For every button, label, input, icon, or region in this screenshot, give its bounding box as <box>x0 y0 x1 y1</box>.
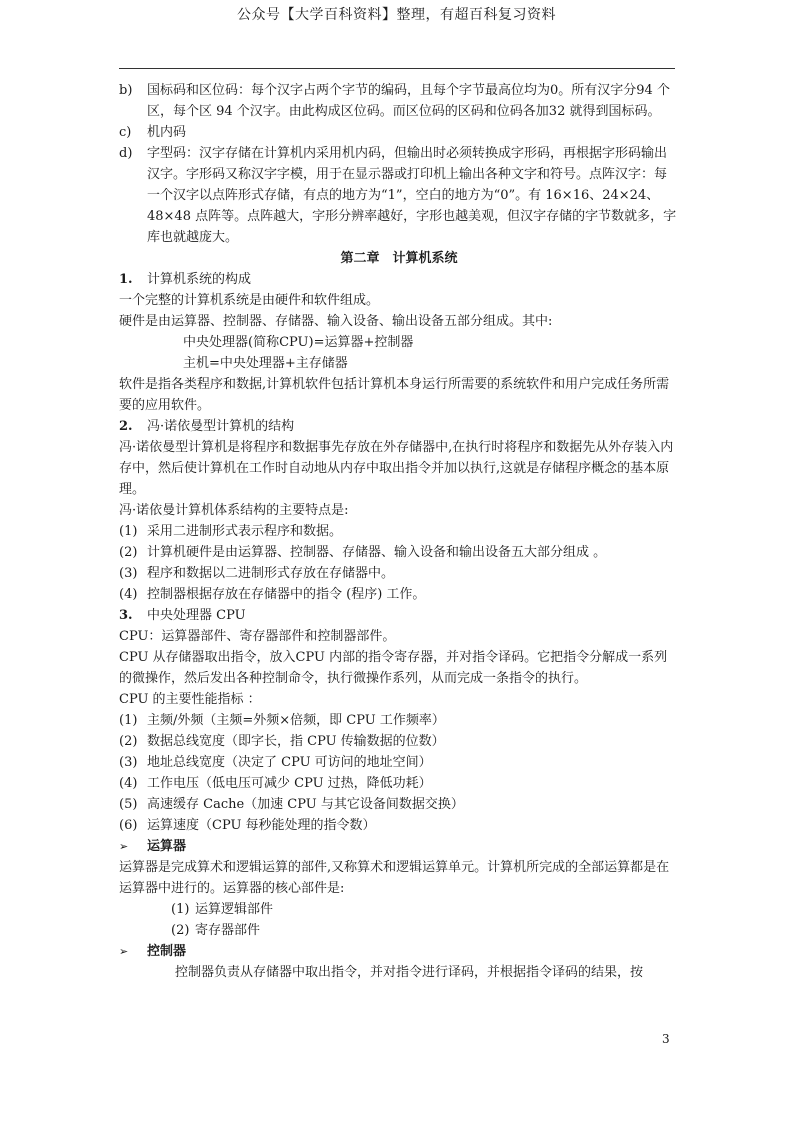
section-title: 冯·诺依曼型计算机的结构 <box>147 419 295 434</box>
paragraph: CPU 的主要性能指标 ： <box>119 692 261 707</box>
paragraph: 硬件是由运算器、控制器、存储器、输入设备、输出设备五部分组成。其中: <box>119 314 553 329</box>
list-marker: (5) <box>119 797 138 812</box>
page-number: 3 <box>662 1032 670 1046</box>
list-marker: (4) <box>119 776 138 791</box>
list-item <box>119 815 679 836</box>
paragraph: 冯·诺依曼计算机体系结构的主要特点是: <box>119 503 349 518</box>
formula: 中央处理器(简称CPU)=运算器+控制器 <box>183 335 414 350</box>
list-marker: c) <box>119 125 132 140</box>
list-text: 采用二进制形式表示程序和数据。 <box>147 524 343 539</box>
list-text: 程序和数据以二进制形式存放在存储器中。 <box>147 566 395 581</box>
list-marker: (4) <box>119 587 138 602</box>
list-marker: (3) <box>119 755 138 770</box>
section-number: 1. <box>119 272 133 287</box>
arrow-bullet-icon: ➢ <box>119 945 129 958</box>
list-text: 控制器根据存放在存储器中的指令 (程序) 工作。 <box>147 587 426 602</box>
document-body <box>119 80 679 983</box>
list-text: 寄存器部件 <box>195 923 261 938</box>
section-heading-1 <box>119 269 679 290</box>
list-item <box>119 794 679 815</box>
list-item <box>119 563 679 584</box>
list-text: 运算速度（CPU 每秒能处理的指令数） <box>147 818 376 833</box>
list-text: 计算机硬件是由运算器、控制器、存储器、输入设备和输出设备五大部分组成 。 <box>147 545 607 560</box>
list-text: 工作电压（低电压可减少 CPU 过热，降低功耗） <box>147 776 432 791</box>
chapter-title: 第二章 计算机系统 <box>340 251 458 266</box>
list-text: 国标码和区位码：每个汉字占两个字节的编码，且每个字节最高位均为0。所有汉字分94 个区，每个区 94 个汉字。由此构成区位码。而区位码的区码和位码各加32 就得到国标码。 <box>147 83 670 119</box>
list-item-b <box>119 80 679 122</box>
list-item <box>119 752 679 773</box>
list-item <box>119 773 679 794</box>
list-marker: (1) <box>119 713 138 728</box>
paragraph: 一个完整的计算机系统是由硬件和软件组成。 <box>119 293 380 308</box>
list-item <box>119 584 679 605</box>
list-marker: b) <box>119 83 133 98</box>
list-item-d <box>119 143 679 248</box>
section-title: 中央处理器 CPU <box>147 608 246 623</box>
section-number: 3. <box>119 608 133 623</box>
paragraph: CPU 从存储器取出指令，放入CPU 内部的指令寄存器，并对指令译码。它把指令分解成一系列的微操作，然后发出各种控制命令，执行微操作系列，从而完成一条指令的执行。 <box>119 650 668 686</box>
paragraph: 控制器负责从存储器中取出指令，并对指令进行译码，并根据指令译码的结果，按 <box>175 965 644 980</box>
paragraph: 冯·诺依曼型计算机是将程序和数据事先存放在外存储器中,在执行时将程序和数据先从外存装入内存中，然后使计算机在工作时自动地从内存中取出指令并加以执行,这就是存储程序概念的基本原理。 <box>119 440 674 497</box>
list-text: 主频/外频（主频=外频×倍频，即 CPU 工作频率） <box>147 713 445 728</box>
list-text: 数据总线宽度（即字长，指 CPU 传输数据的位数） <box>147 734 445 749</box>
paragraph: 运算器是完成算术和逻辑运算的部件,又称算术和逻辑运算单元。计算机所完成的全部运算都是在运算器中进行的。运算器的核心部件是: <box>119 860 670 896</box>
list-text: 运算逻辑部件 <box>195 902 274 917</box>
subheading-title: 控制器 <box>147 944 187 959</box>
section-title: 计算机系统的构成 <box>147 272 252 287</box>
subheading-alu <box>119 836 679 857</box>
section-number: 2. <box>119 419 133 434</box>
subheading-title: 运算器 <box>147 839 187 854</box>
list-item <box>119 710 679 731</box>
list-marker: (6) <box>119 818 138 833</box>
section-heading-2 <box>119 416 679 437</box>
list-marker: (1) <box>171 902 190 917</box>
paragraph: 软件是指各类程序和数据,计算机软件包括计算机本身运行所需要的系统软件和用户完成任务所需要的应用软件。 <box>119 377 670 413</box>
paragraph: CPU：运算器部件、寄存器部件和控制器部件。 <box>119 629 396 644</box>
list-item <box>119 542 679 563</box>
list-text: 机内码 <box>147 125 187 140</box>
subheading-cu <box>119 941 679 962</box>
list-text: 高速缓存 Cache（加速 CPU 与其它设备间数据交换） <box>147 797 464 812</box>
formula: 主机=中央处理器+主存储器 <box>183 356 348 371</box>
list-marker: (2) <box>119 734 138 749</box>
section-heading-3 <box>119 605 679 626</box>
list-text: 字型码：汉字存储在计算机内采用机内码，但输出时必须转换成字形码，再根据字形码输出汉字。字形码又称汉字字模，用于在显示器或打印机上输出各种文字和符号。点阵汉字：每一个汉字以点阵形式存储，有点的地方为“1”，空白的地方为“0”。有 16×16、24×24、48×48 点阵等。点阵越大，字形分辨率越好，字形也越美观，但汉字存储的字节数就多，字库也就越庞大。 <box>147 146 677 245</box>
arrow-bullet-icon: ➢ <box>119 840 129 853</box>
list-item-c <box>119 122 679 143</box>
list-item <box>119 731 679 752</box>
list-text: 地址总线宽度（决定了 CPU 可访问的地址空间） <box>147 755 432 770</box>
list-marker: (3) <box>119 566 138 581</box>
list-marker: d) <box>119 146 133 161</box>
list-item <box>119 521 679 542</box>
list-marker: (2) <box>171 923 190 938</box>
list-marker: (1) <box>119 524 138 539</box>
list-item <box>119 920 679 941</box>
page-header: 公众号【大学百科资料】整理，有超百科复习资料 <box>237 7 556 23</box>
header-rule <box>119 68 675 69</box>
list-marker: (2) <box>119 545 138 560</box>
list-item <box>119 899 679 920</box>
